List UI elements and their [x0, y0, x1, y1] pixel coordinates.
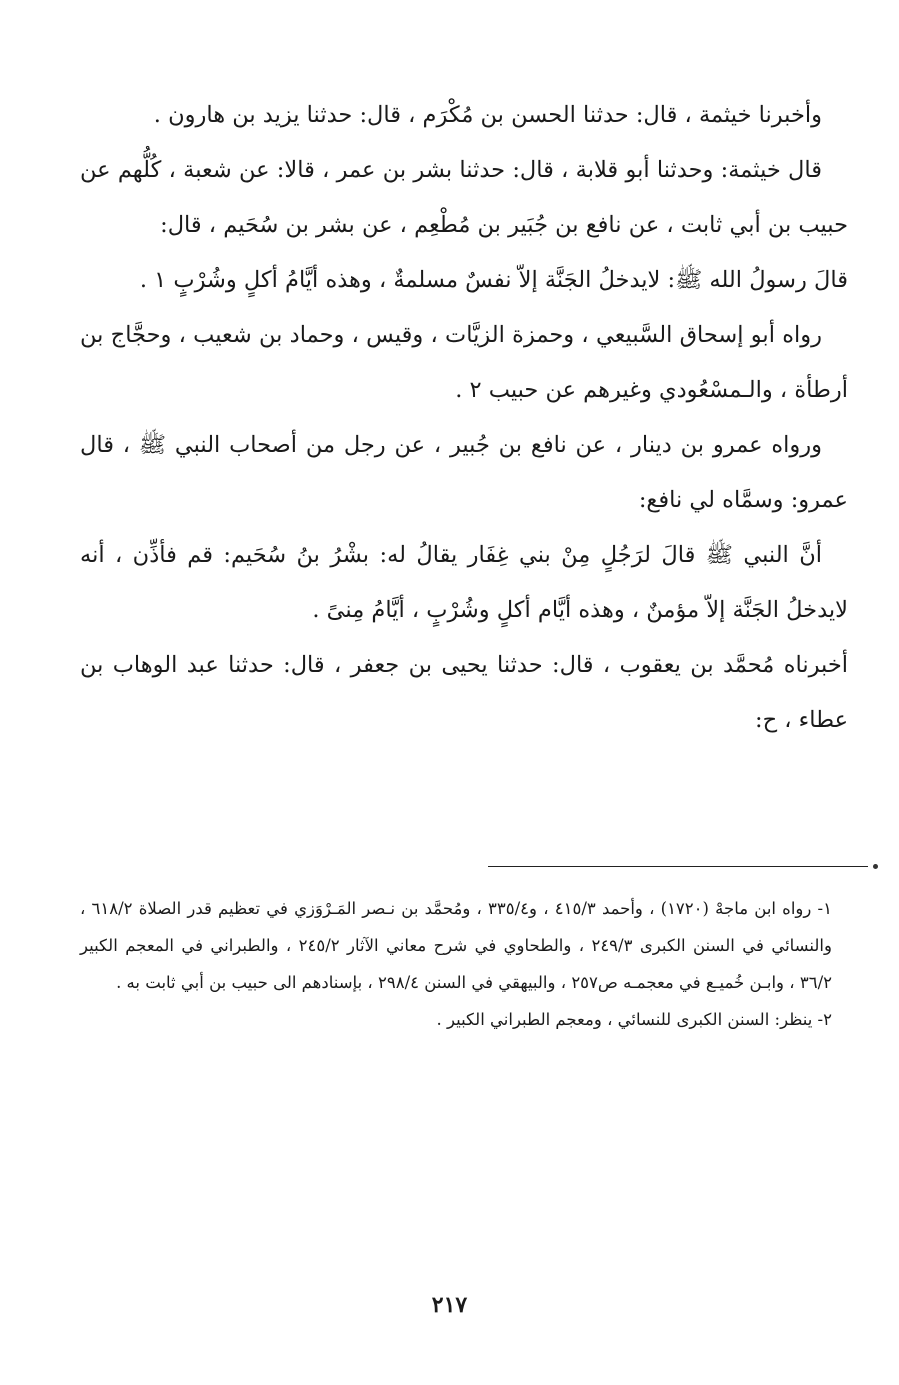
footnote-2: ٢- ينظر: السنن الكبرى للنسائي ، ومعجم الطبراني الكبير .	[436, 1010, 832, 1029]
paragraph-hadith-bishr: أنَّ النبي ﷺ قالَ لرَجُلٍ مِنْ بني غِفَار يقالُ له: بشْرُ بنُ سُحَيم: قم فأذِّن ، أنه لايدخلُ الجَنَّة إلاّ مؤمنٌ ، وهذه أيَّام أكلٍ وشُرْبٍ ، أيَّامُ مِنىً .	[80, 542, 848, 623]
paragraph-isnad-abu-qilaba: قال خيثمة: وحدثنا أبو قلابة ، قال: حدثنا بشر بن عمر ، قالا: عن شعبة ، كُلُّهم عن حبيب بن أبي ثابت ، عن نافع بن جُبَير بن مُطْعِم ، عن بشر بن سُحَيم ، قال:	[80, 157, 848, 238]
page-number: ٢١٧	[431, 1292, 468, 1318]
paragraph-riwaya-amr: ورواه عمرو بن دينار ، عن نافع بن جُبير ، عن رجل من أصحاب النبي ﷺ ، قال عمرو: وسمَّاه لي نافع:	[80, 432, 848, 513]
paragraph-isnad-khaythama: وأخبرنا خيثمة ، قال: حدثنا الحسن بن مُكْرَم ، قال: حدثنا يزيد بن هارون .	[153, 102, 822, 128]
paragraph-hadith-matn: قالَ رسولُ الله ﷺ: لايدخلُ الجَنَّة إلاّ نفسٌ مسلمةٌ ، وهذه أيَّامُ أكلٍ وشُرْبٍ ١ .	[139, 267, 848, 293]
footnote-divider	[488, 866, 868, 867]
paragraph-riwaya-abu-ishaq: رواه أبو إسحاق السَّبيعي ، وحمزة الزيَّات ، وقيس ، وحماد بن شعيب ، وحجَّاج بن أرطأة ، والـمسْعُودي وغيرهم عن حبيب ٢ .	[80, 322, 848, 403]
paragraph-akhbaranahu: أخبرناه مُحمَّد بن يعقوب ، قال: حدثنا يحيى بن جعفر ، قال: حدثنا عبد الوهاب بن عطاء ، ح:	[80, 652, 848, 733]
footnotes	[80, 890, 832, 1038]
main-text	[80, 88, 848, 748]
margin-dot	[873, 864, 878, 869]
footnote-1: ١- رواه ابن ماجهْ (١٧٢٠) ، وأحمد ٤١٥/٣ ، و٣٣٥/٤ ، ومُحمَّد بن نـصر المَـرْوَزي في تعظيم قدر الصلاة ٦١٨/٢ ، والنسائي في السنن الكبرى ٢٤٩/٣ ، والطحاوي في شرح معاني الآثار ٢٤٥/٢ ، والطبراني في المعجم الكبير ٣٦/٢ ، وابـن خُميـع في معجمـه ص٢٥٧ ، والبيهقي في السنن ٢٩٨/٤ ، بإسنادهم الى حبيب بن أبي ثابت به .	[80, 899, 832, 992]
